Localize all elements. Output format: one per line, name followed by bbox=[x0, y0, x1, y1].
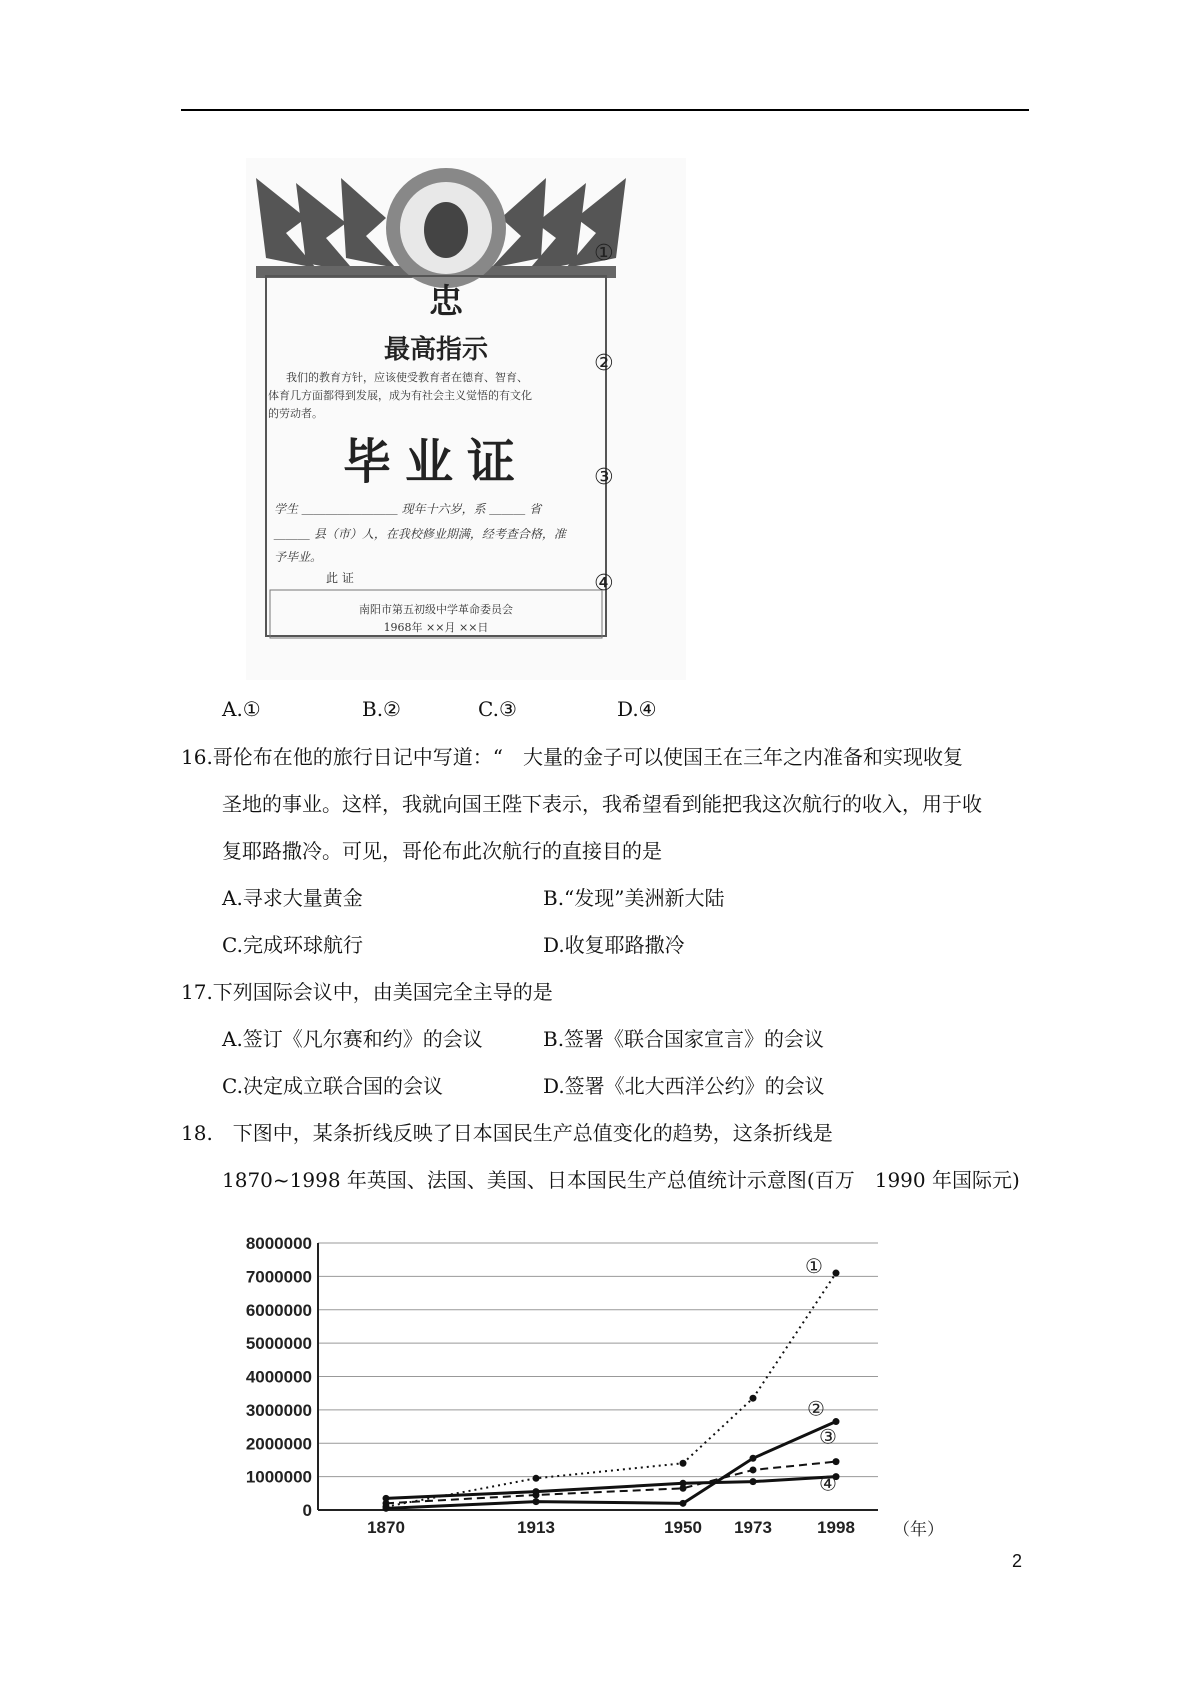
certificate-title: 毕业证 bbox=[342, 434, 530, 490]
marker-1: ① bbox=[594, 241, 614, 266]
series-2-point bbox=[680, 1500, 687, 1507]
q16-option-d[interactable]: D.收复耶路撒冷 bbox=[543, 933, 685, 957]
y-tick-label: 8000000 bbox=[245, 1234, 312, 1253]
y-tick-label: 1000000 bbox=[245, 1467, 312, 1487]
header-rule bbox=[181, 109, 1029, 111]
student-line-3: 予毕业。 bbox=[274, 550, 323, 564]
q16-option-c[interactable]: C.完成环球航行 bbox=[222, 933, 363, 957]
graduation-certificate-image bbox=[246, 158, 686, 680]
q16-stem-line-1: 16.哥伦布在他的旅行日记中写道：“ 大量的金子可以使国王在三年之内准备和实现收复 bbox=[181, 745, 964, 769]
issuer-text: 南阳市第五初级中学革命委员会 bbox=[359, 603, 513, 616]
series-3-label: ③ bbox=[819, 1424, 837, 1449]
x-tick-label: 1998 bbox=[817, 1518, 855, 1537]
q16-option-a[interactable]: A.寻求大量黄金 bbox=[222, 886, 363, 910]
q15-option-a[interactable]: A.① bbox=[222, 697, 261, 721]
directive-line-2: 体育几方面都得到发展，成为有社会主义觉悟的有文化 bbox=[268, 389, 532, 402]
gnp-line-chart bbox=[218, 1228, 958, 1540]
series-3-point bbox=[833, 1458, 840, 1465]
student-line-1: 学生 ＿＿＿＿＿＿＿＿ 现年十六岁，系 ＿＿＿ 省 bbox=[274, 502, 542, 516]
y-tick-label: 0 bbox=[302, 1501, 312, 1520]
q17-option-d[interactable]: D.签署《北大西洋公约》的会议 bbox=[543, 1074, 825, 1098]
marker-3: ③ bbox=[594, 465, 614, 490]
series-line-1 bbox=[386, 1273, 836, 1507]
q15-option-c[interactable]: C.③ bbox=[478, 697, 517, 721]
y-tick-label: 3000000 bbox=[245, 1400, 312, 1420]
series-3-point bbox=[750, 1466, 757, 1473]
series-1-point bbox=[833, 1270, 840, 1277]
directive-line-3: 的劳动者。 bbox=[268, 407, 323, 420]
q16-option-b[interactable]: B.“发现”美洲新大陆 bbox=[543, 886, 725, 910]
q17-option-b[interactable]: B.签署《联合国家宣言》的会议 bbox=[543, 1027, 825, 1051]
series-1-point bbox=[750, 1395, 757, 1402]
series-line-4 bbox=[386, 1477, 836, 1499]
q16-stem-line-3: 复耶路撒冷。可见，哥伦布此次航行的直接目的是 bbox=[222, 839, 662, 863]
attest-text: 此 证 bbox=[326, 571, 354, 585]
q18-caption: 1870~1998 年英国、法国、美国、日本国民生产总值统计示意图(百万 1990 年国际元) bbox=[222, 1168, 1020, 1192]
x-tick-label: 1870 bbox=[367, 1518, 405, 1537]
series-4-point bbox=[750, 1478, 757, 1485]
series-2-point bbox=[750, 1455, 757, 1462]
series-4-point bbox=[680, 1480, 687, 1487]
portrait-medallion bbox=[386, 168, 506, 288]
q18-stem: 18. 下图中，某条折线反映了日本国民生产总值变化的趋势，这条折线是 bbox=[181, 1121, 833, 1145]
q17-stem: 17.下列国际会议中，由美国完全主导的是 bbox=[181, 980, 553, 1004]
y-tick-label: 5000000 bbox=[245, 1334, 312, 1354]
directive-line-1: 我们的教育方针，应该使受教育者在德育、智育、 bbox=[286, 371, 528, 384]
page-number: 2 bbox=[1012, 1551, 1023, 1571]
marker-2: ② bbox=[594, 351, 614, 376]
series-2-label: ② bbox=[807, 1396, 825, 1421]
series-1-point bbox=[680, 1460, 687, 1467]
series-1-point bbox=[533, 1475, 540, 1482]
x-axis-label: （年） bbox=[893, 1520, 944, 1540]
series-2-point bbox=[533, 1498, 540, 1505]
certificate-date: 1968年 ××月 ××日 bbox=[383, 621, 489, 634]
directive-title: 最高指示 bbox=[383, 335, 489, 365]
q17-option-c[interactable]: C.决定成立联合国的会议 bbox=[222, 1074, 443, 1098]
series-4-point bbox=[383, 1495, 390, 1502]
y-tick-label: 6000000 bbox=[245, 1300, 312, 1320]
x-tick-label: 1973 bbox=[734, 1518, 772, 1537]
series-1-label: ① bbox=[805, 1254, 823, 1279]
heading-char: 忠 bbox=[429, 282, 463, 322]
q15-option-d[interactable]: D.④ bbox=[617, 697, 657, 721]
series-4-label: ④ bbox=[819, 1471, 837, 1496]
y-tick-label: 4000000 bbox=[245, 1367, 312, 1387]
q17-option-a[interactable]: A.签订《凡尔赛和约》的会议 bbox=[222, 1027, 483, 1051]
marker-4: ④ bbox=[594, 571, 614, 596]
y-tick-label: 7000000 bbox=[245, 1267, 312, 1287]
q16-stem-line-2: 圣地的事业。这样，我就向国王陛下表示，我希望看到能把我这次航行的收入，用于收 bbox=[222, 792, 982, 816]
q15-option-b[interactable]: B.② bbox=[362, 697, 401, 721]
y-tick-label: 2000000 bbox=[245, 1434, 312, 1454]
series-line-3 bbox=[386, 1462, 836, 1504]
series-4-point bbox=[533, 1488, 540, 1495]
x-tick-label: 1950 bbox=[664, 1518, 702, 1537]
student-line-2: ＿＿＿ 县（市）人，在我校修业期满，经考查合格，准 bbox=[274, 527, 566, 541]
x-tick-label: 1913 bbox=[517, 1518, 555, 1537]
